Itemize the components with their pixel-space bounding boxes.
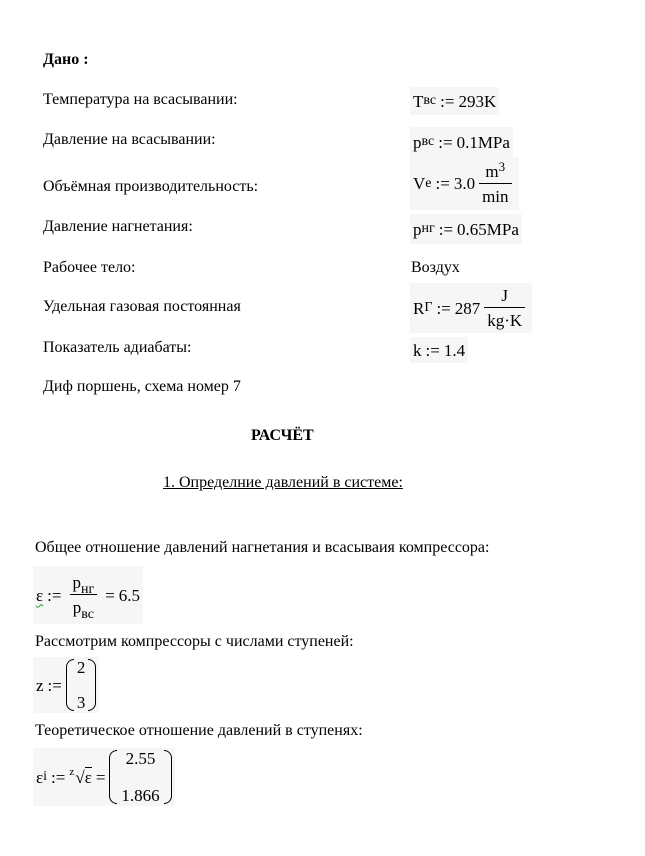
label-working-fluid: Рабочее тело: [43,259,136,276]
calc-heading: РАСЧЁТ [251,427,314,444]
label-adiabatic-index: Показатель адиабаты: [43,339,192,356]
eq-suction-temperature[interactable]: T вс := 293 K [410,87,499,115]
pressure-fraction: $\frac{p_{нг}}{p_{вс}}$ [69,574,97,616]
eq-stage-pressure-ratio[interactable]: ε i := z √ε = 2.55 1.866 [33,748,175,806]
text-stage-count: Рассмотрим компрессоры с числами ступеней: [35,633,354,650]
stage-vector [66,659,97,711]
text-stage-ratio: Теоретическое отношение давлений в ступенях: [35,722,363,739]
note-scheme: Диф поршень, схема номер 7 [43,378,241,395]
unit-fraction: $\frac{m^3}{\min}$ [479,163,511,205]
stage-ratio-value: 2.55 [125,749,156,768]
eq-discharge-pressure[interactable]: p нг := 0.65 MPa [410,214,522,244]
label-volumetric-capacity: Объёмная производительность: [43,178,259,195]
stage-ratio-vector [109,750,171,804]
label-suction-pressure: Давление на всасывании: [43,131,216,148]
stage-value: 3 [76,693,86,712]
label-gas-constant: Удельная газовая постоянная [43,298,241,315]
text-total-ratio: Общее отношение давлений нагнетания и всасываия компрессора: [35,539,490,556]
label-suction-temperature: Температура на всасывании: [43,91,238,108]
stage-ratio-value: 1.866 [121,786,160,805]
section-pressure-heading: 1. Определние давлений в системе: [163,474,403,491]
eq-total-pressure-ratio[interactable]: ε := $\frac{p_{нг}}{p_{вс}}$ = 6.5 [33,566,143,624]
stage-value: 2 [76,658,86,677]
eq-adiabatic-index[interactable]: k := 1.4 [410,337,468,363]
eq-suction-pressure[interactable]: p вс := 0.1 MPa [410,127,513,157]
working-fluid-value: Воздух [411,259,460,276]
eq-volumetric-capacity[interactable]: V e := 3.0 $\frac{m^3}{\min}$ [410,157,519,210]
nth-root: z √ε [69,765,92,787]
unit-fraction: $\frac{J}{kg\cdot K}$ [484,287,525,329]
eq-gas-constant[interactable]: R Г := 287 $\frac{J}{kg\cdot K}$ [410,283,532,333]
eq-stage-vector[interactable]: z := 2 3 [33,657,99,713]
label-discharge-pressure: Давление нагнетания: [43,218,193,235]
given-heading: Дано : [43,51,89,68]
